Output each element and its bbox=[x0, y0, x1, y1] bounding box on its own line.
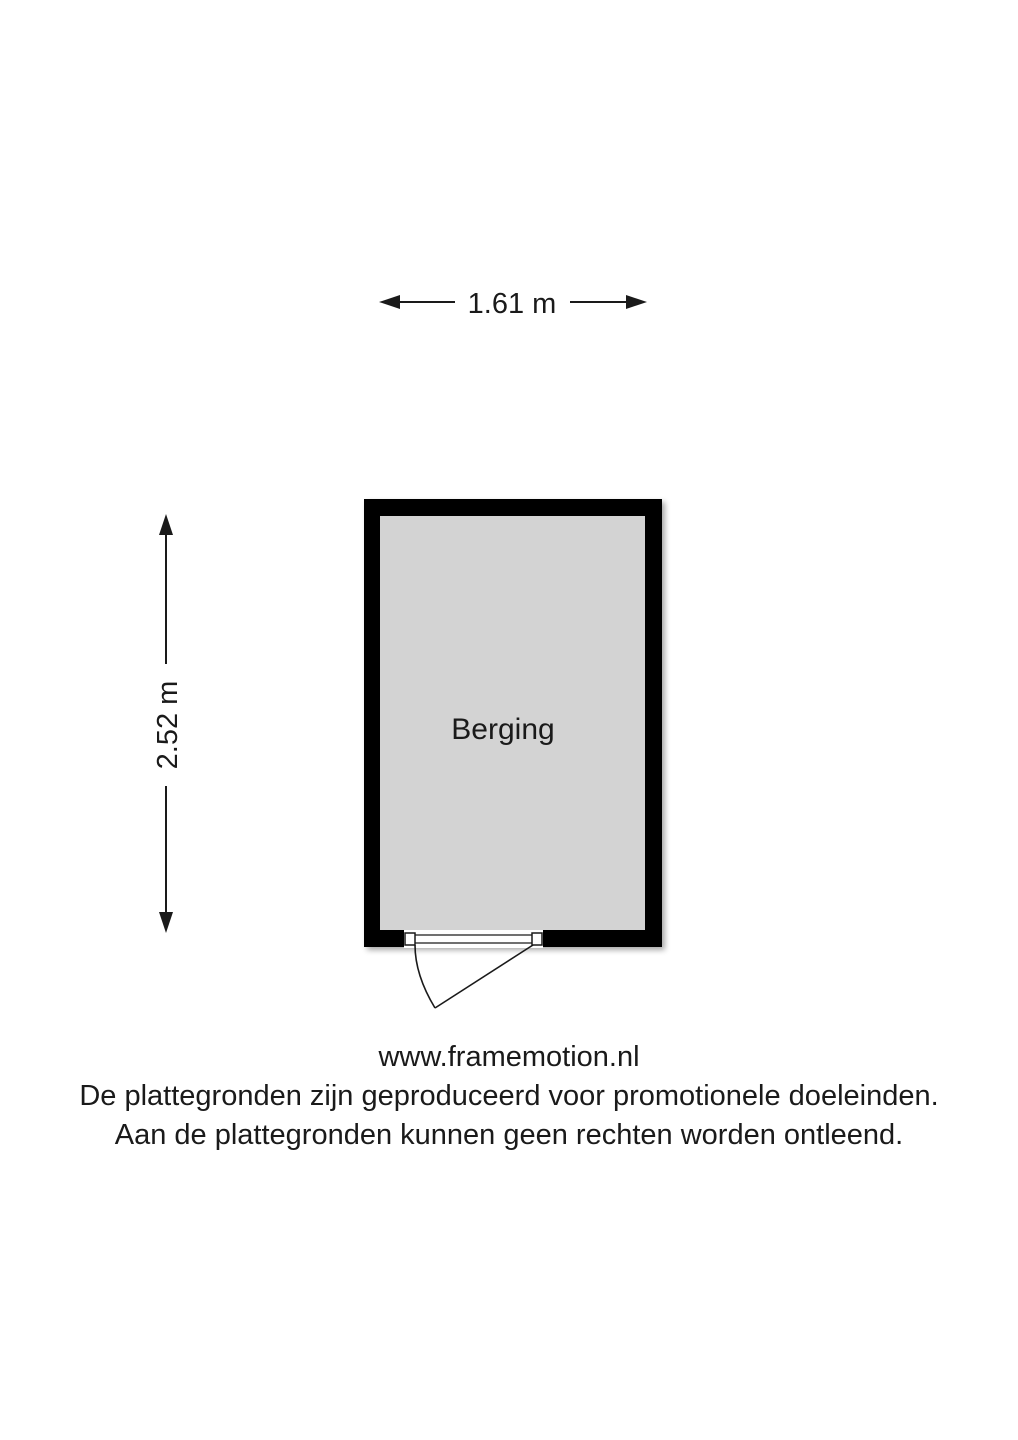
disclaimer-line-2: Aan de plattegronden kunnen geen rechten worden ontleend. bbox=[114, 1119, 904, 1151]
door-opening bbox=[404, 930, 543, 948]
door bbox=[404, 930, 543, 1008]
website-link[interactable]: www.framemotion.nl bbox=[378, 1041, 640, 1073]
width-dimension bbox=[379, 288, 647, 320]
width-arrow-left-icon bbox=[379, 295, 400, 309]
depth-arrow-bottom-icon bbox=[159, 912, 173, 933]
door-swing-arc bbox=[415, 945, 435, 1008]
door-jamb-left bbox=[405, 933, 415, 945]
room-label: Berging bbox=[451, 713, 555, 746]
door-leaf bbox=[435, 945, 533, 1008]
depth-arrow-top-icon bbox=[159, 514, 173, 535]
depth-dimension bbox=[152, 514, 184, 933]
width-label: 1.61 m bbox=[467, 288, 557, 320]
depth-label: 2.52 m bbox=[152, 680, 184, 770]
footer bbox=[0, 1038, 1018, 1155]
disclaimer-line-1: De plattegronden zijn geproduceerd voor promotionele doeleinden. bbox=[79, 1080, 939, 1112]
width-arrow-right-icon bbox=[626, 295, 647, 309]
door-jamb-right bbox=[532, 933, 542, 945]
